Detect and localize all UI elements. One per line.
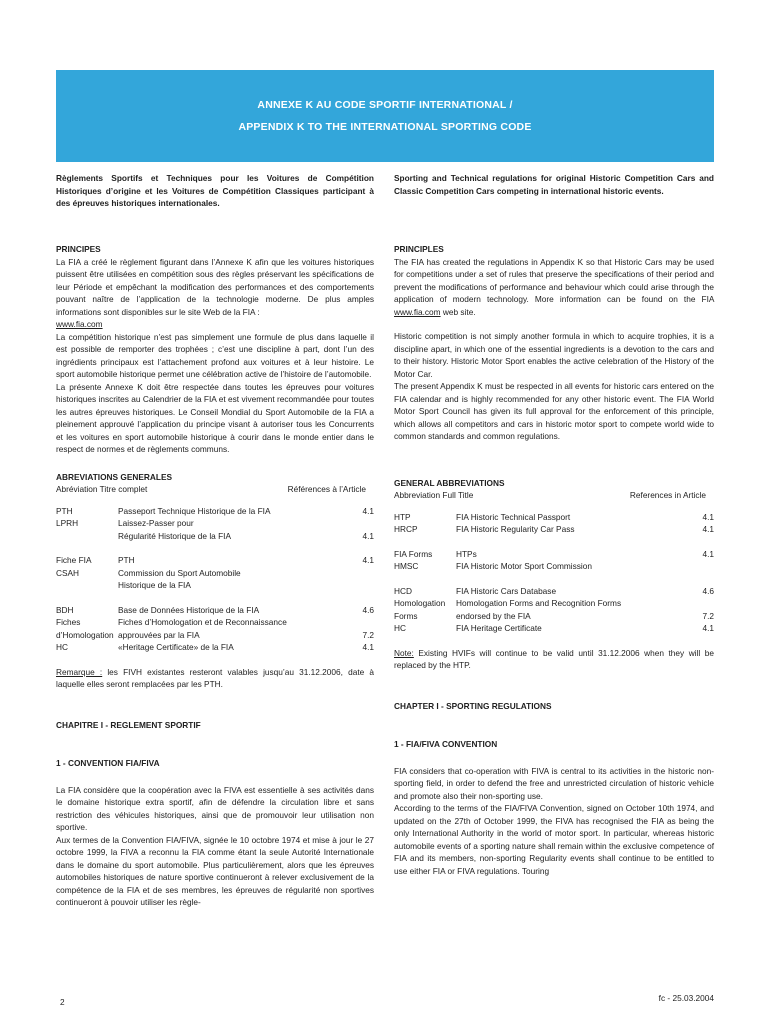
note-fr: [56, 666, 374, 691]
section-p2-fr: Aux termes de la Convention FIA/FIVA, signée le 10 octobre 1974 et mise à jour le 27 octobre 1999, la FIVA a reconnu la FIA comme étant la seule Autorité Internationale dans le domaine du sport automobile. Plus particulièrement, alors que les épreuves automobiles historiques de nature sportive continueront à relever exclusivement de la compétence de la FIA et de ses membres, les épreuves de régularité non sportives continueront à pouvoir utiliser les règle-: [56, 834, 374, 907]
abbr-gap: [394, 536, 714, 548]
abbr-col1-fr: Abréviation Titre complet: [56, 484, 148, 494]
abbr-ab-cell: Forms: [394, 610, 418, 621]
abbr-row: [394, 548, 714, 561]
abbr-ab-cell: HMSC: [394, 561, 419, 571]
principes-heading: PRINCIPES: [56, 244, 101, 254]
section-heading-fr: 1 - CONVENTION FIA/FIVA: [56, 758, 160, 768]
abbr-row: [394, 560, 714, 573]
abbr-ab-cell: BDH: [56, 604, 74, 615]
abbr-ab-cell: Fiches: [56, 617, 81, 627]
abbr-title-cell: HTPs: [456, 548, 477, 559]
abbr-title-cell: PTH: [118, 555, 135, 565]
abbr-ref-cell: [352, 579, 374, 592]
abbr-ab-cell: CSAH: [56, 567, 80, 578]
note-label-fr: Remarque :: [56, 666, 103, 677]
abbr-row: [56, 517, 374, 530]
abbr-ab-cell: d’Homologation: [56, 629, 114, 640]
note-en: [394, 647, 714, 672]
abbr-ab-cell: Homologation: [394, 598, 446, 608]
abbreviations-subheader-fr: [56, 483, 374, 496]
abbr-ref-cell: 4.1: [362, 642, 374, 652]
title-banner: [56, 70, 714, 162]
abbr-title-cell: Homologation Forms and Recognition Forms: [456, 598, 622, 608]
french-column: [56, 172, 374, 909]
principles-p1-en-end: web site.: [440, 306, 476, 317]
abbr-title-cell: Commission du Sport Automobile: [118, 567, 241, 578]
abbr-ref-cell: [692, 597, 714, 610]
abbr-col2-fr: Références à l’Article: [287, 484, 366, 494]
abbr-ref-cell: 7.2: [702, 610, 714, 621]
abbr-title-cell: Passeport Technique Historique de la FIA: [118, 505, 271, 516]
abbr-title-cell: Historique de la FIA: [118, 580, 191, 590]
abbr-ref-cell: 4.1: [362, 530, 374, 541]
abbr-ref-cell: 4.1: [362, 555, 374, 565]
abbr-title-cell: approuvées par la FIA: [118, 629, 200, 640]
abbr-title-cell: Régularité Historique de la FIA: [118, 530, 231, 541]
abbr-ref-cell: 4.1: [702, 623, 714, 633]
abbr-row: [394, 511, 714, 524]
fia-website-link-en[interactable]: www.fia.com: [394, 306, 441, 317]
abbr-gap-cell: [56, 592, 374, 604]
abbr-row: [394, 523, 714, 536]
abbr-title-cell: FIA Historic Cars Database: [456, 585, 557, 596]
abbr-row: [56, 629, 374, 642]
banner-title-en: APPENDIX K TO THE INTERNATIONAL SPORTING CODE: [238, 121, 532, 133]
abbr-title-cell: FIA Heritage Certificate: [456, 623, 542, 633]
abbr-ab-cell: HTP: [394, 511, 411, 522]
banner-title-fr: ANNEXE K AU CODE SPORTIF INTERNATIONAL /: [257, 99, 513, 111]
abbr-ref-cell: [352, 567, 374, 580]
abbr-row: [56, 604, 374, 617]
abbr-row: [56, 554, 374, 567]
abbr-gap-cell: [56, 542, 374, 554]
abbr-ab-cell: Fiche FIA: [56, 555, 92, 565]
abbr-row: [56, 530, 374, 543]
abbr-col1-en: Abbreviation Full Title: [394, 490, 474, 500]
abbr-ref-cell: [352, 517, 374, 530]
abbr-row: [394, 610, 714, 623]
note-label-en: Note:: [394, 647, 414, 658]
abbr-gap: [56, 592, 374, 604]
english-column: [394, 172, 714, 877]
chapter-heading-fr: CHAPITRE I - REGLEMENT SPORTIF: [56, 719, 201, 730]
abbr-gap: [394, 573, 714, 585]
chapter-heading-en: CHAPTER I - SPORTING REGULATIONS: [394, 700, 552, 711]
abbr-ref-cell: 4.1: [702, 511, 714, 522]
abbr-ab-cell: HC: [56, 642, 68, 652]
abbreviations-table-en: [394, 511, 714, 635]
intro-fr: Règlements Sportifs et Techniques pour les Voitures de Compétition Historiques d’origine et les Voitures de Compétition Classiques participant à des épreuves historiques internationales.: [56, 173, 374, 208]
abbr-ab-cell: LPRH: [56, 518, 79, 528]
principes-p1-fr: [56, 256, 374, 331]
abbreviations-table-fr: [56, 505, 374, 654]
abbr-ab-cell: HCD: [394, 585, 412, 596]
abbr-title-cell: FIA Historic Technical Passport: [456, 511, 571, 522]
principles-p2-en: Historic competition is not simply another formula in which to acquire trophies, it is a discipline apart, in which one of the essential ingredients is a devotion to the cars and to their history. Historic Motor Sport enables the active celebration of the History of the Motor Car.: [394, 331, 714, 379]
page-number: 2: [60, 997, 65, 1007]
abbr-gap-cell: [394, 573, 714, 585]
abbr-ab-cell: HC: [394, 623, 406, 633]
abbr-title-cell: «Heritage Certificate» de la FIA: [118, 642, 234, 652]
abbr-row: [394, 585, 714, 598]
abbr-ab-cell: HRCP: [394, 524, 418, 534]
footer-date: fc - 25.03.2004: [658, 993, 714, 1003]
abbr-row: [56, 616, 374, 629]
intro-en: Sporting and Technical regulations for original Historic Competition Cars and Classic Competition Cars competing in international historic events.: [394, 173, 714, 196]
abbr-title-cell: FIA Historic Regularity Car Pass: [456, 524, 575, 534]
principles-p1-en: [394, 256, 714, 319]
abbr-title-cell: Laissez-Passer pour: [118, 518, 194, 528]
principles-heading: PRINCIPLES: [394, 244, 444, 254]
fia-website-link-fr[interactable]: www.fia.com: [56, 319, 103, 329]
abbr-row: [394, 622, 714, 635]
abbreviations-subheader-en: [394, 489, 714, 502]
abbreviations-heading-fr: ABREVIATIONS GENERALES: [56, 471, 173, 482]
principles-p1-en-text: The FIA has created the regulations in Appendix K so that Historic Cars may be used for competitions under a set of rules that preserve the specifications of their period and prevent the modifications of performance and behaviour which could arise through the application of modern technology. More information can be found on the FIA: [394, 256, 714, 304]
abbr-title-cell: endorsed by the FIA: [456, 610, 531, 621]
note-text-en: Existing HVIFs will continue to be valid until 31.12.2006 when they will be replaced by the HTP.: [394, 647, 714, 670]
abbr-title-cell: Fiches d’Homologation et de Reconnaissance: [118, 617, 287, 627]
abbr-ab-cell: [56, 579, 118, 592]
abbr-ref-cell: 7.2: [362, 629, 374, 640]
principes-p1-fr-text: La FIA a créé le règlement figurant dans l’Annexe K afin que les voitures historiques puissent être utilisées en compétition sous des règles préservant les spécifications de leur Période et empêchant la modification des performances et des comportements pouvant naître de l’application de la technologie moderne. De plus amples informations sont disponibles sur le site Web de la FIA :: [56, 256, 374, 317]
abbr-ab-cell: [56, 530, 118, 543]
abbr-ref-cell: 4.1: [702, 548, 714, 559]
abbr-row: [56, 579, 374, 592]
abbr-ref-cell: [352, 616, 374, 629]
note-text-fr: les FIVH existantes resteront valables jusqu’au 31.12.2006, date à laquelle elles seront remplacées par les PTH.: [56, 666, 374, 689]
principles-p3-en: The present Appendix K must be respected in all events for historic cars entered on the FIA calendar and is highly recommended for any other historic event. The FIA World Motor Sport Council has given its full approval for the enforcement of this principle, which allows all competitors and cars in historic motor sport to compete world wide to common standards and common regulations.: [394, 381, 714, 441]
abbr-ab-cell: PTH: [56, 505, 73, 516]
principes-p2-fr: La compétition historique n’est pas simplement une formule de plus dans laquelle il est possible de remporter des trophées ; c’est une discipline à part, dont l’un des ingrédients principaux est l’attachement profond aux voitures et à leur histoire. Le sport automobile historique permet une célébration active de l’histoire de l’automobile.: [56, 331, 374, 379]
abbr-row: [56, 567, 374, 580]
abbreviations-heading-en: GENERAL ABBREVIATIONS: [394, 477, 505, 488]
abbr-col2-en: References in Article: [629, 490, 706, 500]
abbr-ref-cell: 4.1: [362, 505, 374, 516]
abbr-ref-cell: 4.6: [362, 604, 374, 615]
abbr-ref-cell: 4.6: [702, 585, 714, 596]
abbr-ref-cell: [692, 560, 714, 573]
abbr-ref-cell: 4.1: [702, 524, 714, 534]
abbr-row: [394, 597, 714, 610]
abbr-row: [56, 641, 374, 654]
section-p2-en: According to the terms of the FIA/FIVA Convention, signed on October 10th 1974, and updated on the 27th of October 1999, the FIVA has recognised the FIA as being the only International Authority in the world of motor sport. In particular, whereas historic automobile events of a sporting nature shall remain within the exclusive competence of FIA and its members, non-sporting Regularity events shall continue to be entitled to use either FIA or FIVA regulations. Touring: [394, 803, 714, 876]
section-p1-en: FIA considers that co-operation with FIVA is central to its activities in the historic non-sporting field, in order to defend the free and unrestricted circulation of historic vehicle and promote also their non-sporting use.: [394, 765, 714, 801]
abbr-title-cell: FIA Historic Motor Sport Commission: [456, 561, 593, 571]
principes-p3-fr: La présente Annexe K doit être respectée dans toutes les épreuves pour voitures historiques inscrites au Calendrier de la FIA et est vivement recommandée pour toutes les autres épreuves historiques. Le Conseil Mondial du Sport Automobile de la FIA a pleinement approuvé l’application du principe visant à autoriser tous les Concurrents et les voitures en sport automobile historique à courir dans le monde entier dans le respect de normes et de règlements communs.: [56, 381, 374, 454]
abbr-title-cell: Base de Données Historique de la FIA: [118, 604, 260, 615]
abbr-gap: [56, 542, 374, 554]
abbr-gap-cell: [394, 536, 714, 548]
section-p1-fr: La FIA considère que la coopération avec la FIVA est essentielle à ses activités dans le domaine historique extra sportif, afin de défendre la circulation libre et sans restriction des véhicules historiques, ainsi que de promouvoir leur utilisation non sportive.: [56, 784, 374, 832]
abbr-row: [56, 505, 374, 518]
abbr-ab-cell: FIA Forms: [394, 548, 433, 559]
section-heading-en: 1 - FIA/FIVA CONVENTION: [394, 739, 498, 749]
